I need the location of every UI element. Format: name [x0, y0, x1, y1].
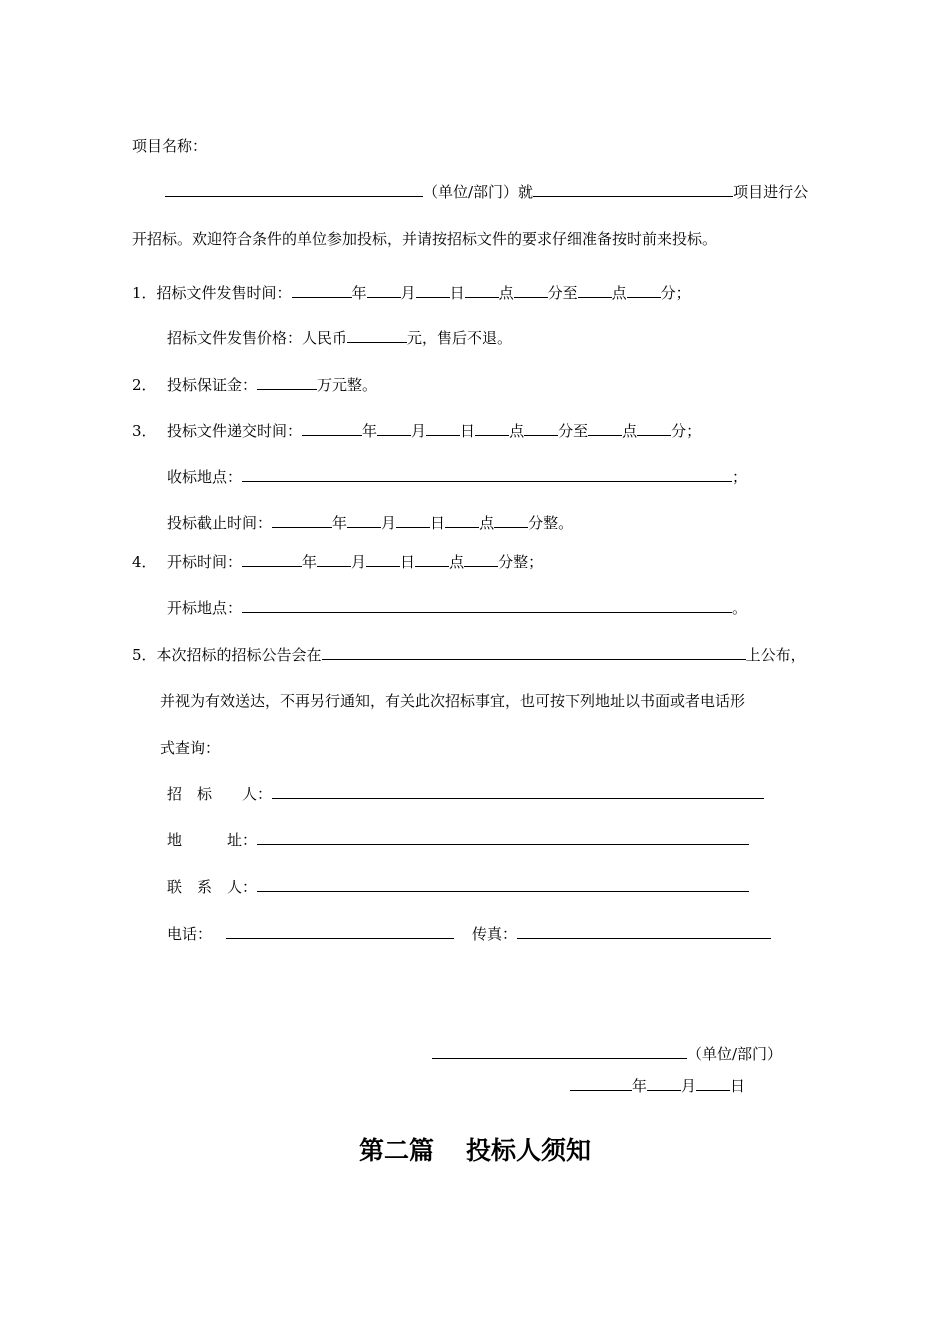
contact-person-line — [167, 877, 749, 897]
deposit-blank[interactable] — [257, 375, 317, 390]
month-label: 月 — [411, 422, 427, 440]
notice-line-1 — [132, 645, 806, 665]
receive-place-blank[interactable] — [242, 467, 732, 482]
sale-end-minute-blank[interactable] — [627, 283, 661, 298]
opening-place-line — [167, 598, 747, 618]
phone-label: 电话： — [167, 925, 213, 943]
minute-end-label: 分； — [671, 422, 702, 440]
submit-time-line — [132, 421, 701, 441]
section-heading — [0, 1135, 950, 1167]
item-number-2: 2． — [132, 376, 157, 394]
receive-place-end: ； — [732, 468, 748, 486]
section-part: 第二篇 — [358, 1136, 434, 1165]
item-number-5: 5． — [132, 646, 157, 664]
year-label: 年 — [351, 284, 367, 302]
notice-text-1-end: 上公布， — [745, 646, 806, 664]
year-label: 年 — [332, 514, 348, 532]
sale-hour-blank[interactable] — [465, 283, 499, 298]
year-label: 年 — [632, 1077, 648, 1095]
notice-line-3: 式查询： — [160, 739, 221, 757]
receive-place-line — [167, 467, 747, 487]
sale-year-blank[interactable] — [292, 283, 352, 298]
hour-label: 点 — [622, 422, 638, 440]
proceed-text: 项目进行公 — [733, 183, 809, 201]
deposit-line — [132, 375, 377, 395]
signoff-unit-line — [432, 1044, 782, 1064]
signoff-unit-text: （单位/部门） — [687, 1045, 783, 1063]
submit-time-label: 投标文件递交时间： — [167, 422, 303, 440]
item-number-3: 3． — [132, 422, 157, 440]
submit-month-blank[interactable] — [377, 421, 411, 436]
hour-label: 点 — [611, 284, 627, 302]
project-intro-line — [165, 182, 808, 202]
address-line — [167, 830, 749, 850]
deadline-label: 投标截止时间： — [167, 514, 273, 532]
opening-month-blank[interactable] — [317, 552, 351, 567]
day-label: 日 — [449, 284, 465, 302]
hour-label: 点 — [449, 553, 465, 571]
year-label: 年 — [362, 422, 378, 440]
section-title: 投标人须知 — [466, 1136, 592, 1165]
signoff-month-blank[interactable] — [647, 1076, 681, 1091]
deadline-end: 分整。 — [528, 514, 574, 532]
deadline-minute-blank[interactable] — [494, 513, 528, 528]
phone-fax-line — [167, 924, 771, 944]
sale-end-hour-blank[interactable] — [578, 283, 612, 298]
signoff-year-blank[interactable] — [570, 1076, 632, 1091]
deadline-line — [167, 513, 573, 533]
minute-to-label: 分至 — [547, 284, 578, 302]
opening-place-label: 开标地点： — [167, 599, 243, 617]
submit-hour-blank[interactable] — [475, 421, 509, 436]
invite-text: 开招标。欢迎符合条件的单位参加投标，并请按招标文件的要求仔细准备按时前来投标。 — [132, 230, 718, 248]
month-label: 月 — [351, 553, 367, 571]
receive-place-label: 收标地点： — [167, 468, 243, 486]
hour-label: 点 — [509, 422, 525, 440]
phone-blank[interactable] — [226, 924, 454, 939]
notice-line-2: 并视为有效送达，不再另行通知，有关此次招标事宜，也可按下列地址以书面或者电话形 — [160, 692, 746, 710]
minute-to-label: 分至 — [558, 422, 589, 440]
signoff-date-line — [570, 1076, 745, 1096]
submit-year-blank[interactable] — [302, 421, 362, 436]
unit-dept-text: （单位/部门）就 — [423, 183, 534, 201]
year-label: 年 — [302, 553, 318, 571]
month-label: 月 — [381, 514, 397, 532]
opening-time-end: 分整； — [498, 553, 544, 571]
day-label: 日 — [730, 1077, 746, 1095]
opening-year-blank[interactable] — [242, 552, 302, 567]
day-label: 日 — [400, 553, 416, 571]
hour-label: 点 — [498, 284, 514, 302]
sale-day-blank[interactable] — [416, 283, 450, 298]
opening-time-line — [132, 552, 543, 572]
project-blank[interactable] — [533, 182, 733, 197]
deposit-unit: 万元整。 — [317, 376, 378, 394]
submit-end-hour-blank[interactable] — [588, 421, 622, 436]
opening-minute-blank[interactable] — [464, 552, 498, 567]
sale-time-line — [132, 283, 691, 303]
address-label: 地 址： — [167, 831, 258, 849]
deadline-day-blank[interactable] — [396, 513, 430, 528]
minute-end-label: 分； — [660, 284, 691, 302]
deadline-year-blank[interactable] — [272, 513, 332, 528]
fax-blank[interactable] — [517, 924, 771, 939]
opening-place-end: 。 — [732, 599, 748, 617]
notice-media-blank[interactable] — [322, 645, 746, 660]
sale-minute-blank[interactable] — [514, 283, 548, 298]
deadline-month-blank[interactable] — [347, 513, 381, 528]
opening-place-blank[interactable] — [242, 598, 732, 613]
sale-price-blank[interactable] — [347, 328, 407, 343]
contact-person-label: 联 系 人： — [167, 878, 258, 896]
submit-day-blank[interactable] — [426, 421, 460, 436]
project-name-label: 项目名称： — [132, 137, 208, 155]
opening-day-blank[interactable] — [366, 552, 400, 567]
bidder-line — [167, 784, 764, 804]
item-number-4: 4． — [132, 553, 157, 571]
opening-hour-blank[interactable] — [415, 552, 449, 567]
sale-price-line — [167, 328, 512, 348]
hour-label: 点 — [479, 514, 495, 532]
fax-label: 传真： — [472, 925, 518, 943]
sale-price-unit: 元，售后不退。 — [407, 329, 513, 347]
submit-end-minute-blank[interactable] — [637, 421, 671, 436]
notice-text-1: 本次招标的招标公告会在 — [156, 646, 322, 664]
bidder-label: 招 标 人： — [167, 785, 273, 803]
sale-month-blank[interactable] — [367, 283, 401, 298]
signoff-unit-blank[interactable] — [432, 1044, 687, 1059]
deadline-hour-blank[interactable] — [445, 513, 479, 528]
sale-time-label: 招标文件发售时间： — [156, 284, 292, 302]
day-label: 日 — [460, 422, 476, 440]
unit-blank[interactable] — [165, 182, 423, 197]
sale-price-label: 招标文件发售价格：人民币 — [167, 329, 348, 347]
deposit-label: 投标保证金： — [167, 376, 258, 394]
month-label: 月 — [681, 1077, 697, 1095]
bidder-blank[interactable] — [272, 784, 764, 799]
day-label: 日 — [430, 514, 446, 532]
opening-time-label: 开标时间： — [167, 553, 243, 571]
address-blank[interactable] — [257, 830, 749, 845]
submit-minute-blank[interactable] — [524, 421, 558, 436]
contact-person-blank[interactable] — [257, 877, 749, 892]
month-label: 月 — [400, 284, 416, 302]
item-number-1: 1． — [132, 284, 157, 302]
signoff-day-blank[interactable] — [696, 1076, 730, 1091]
